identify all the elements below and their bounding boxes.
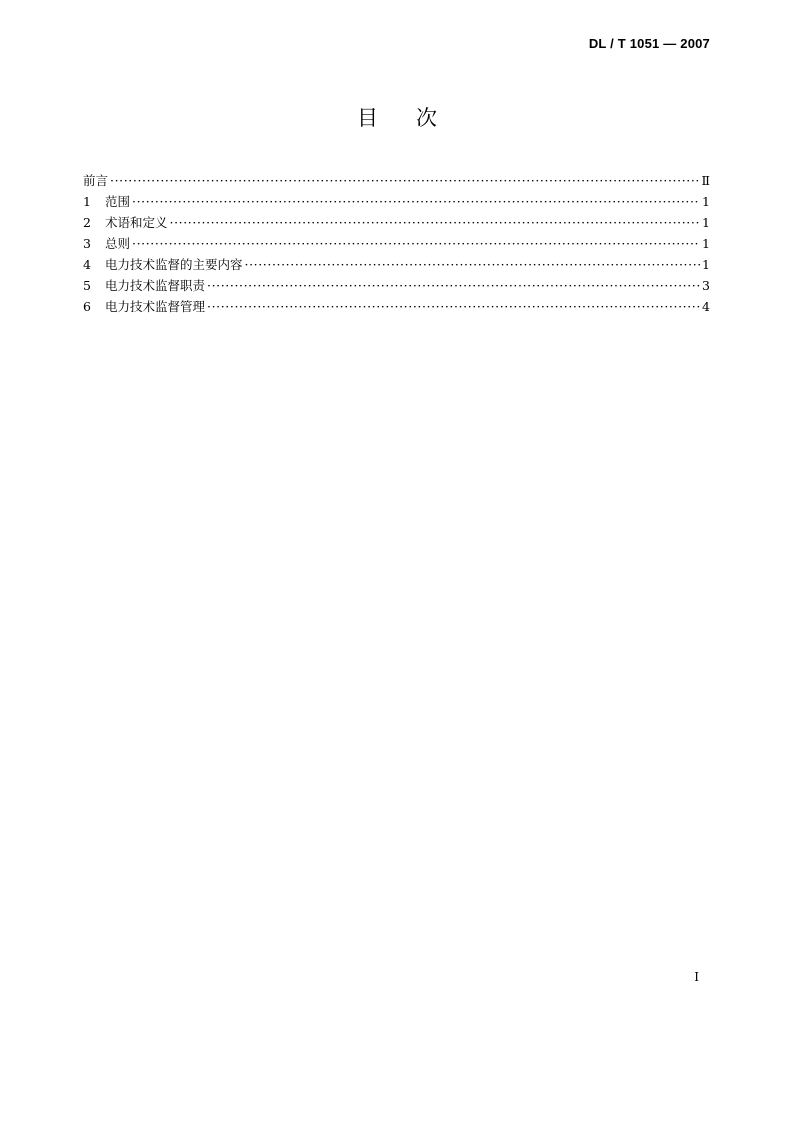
- toc-leader-dots: [170, 212, 701, 233]
- toc-entry-general[interactable]: [83, 233, 710, 254]
- toc-entry-label: 电力技术监督管理: [105, 299, 206, 314]
- toc-entry-label: 总则: [105, 236, 131, 251]
- toc-entry-foreword[interactable]: [83, 170, 710, 191]
- toc-entry-scope[interactable]: [83, 191, 710, 212]
- toc-leader-dots: [110, 170, 699, 191]
- toc-entry-page: 1: [702, 194, 710, 209]
- toc-leader-dots: [132, 233, 700, 254]
- table-of-contents: [83, 170, 710, 317]
- toc-entry-number: 2: [83, 215, 91, 230]
- toc-entry-label: 电力技术监督的主要内容: [105, 257, 243, 272]
- toc-entry-management[interactable]: [83, 296, 710, 317]
- toc-title: 目次: [357, 106, 475, 130]
- toc-entry-number: 4: [83, 257, 91, 272]
- toc-entry-number: 3: [83, 236, 91, 251]
- toc-leader-dots: [207, 296, 700, 317]
- toc-entry-terms[interactable]: [83, 212, 710, 233]
- toc-entry-number: 6: [83, 299, 91, 314]
- standard-code: DL / T 1051 — 2007: [588, 36, 710, 51]
- toc-entry-page: 1: [702, 257, 710, 272]
- toc-leader-dots: [132, 191, 700, 212]
- page-number: I: [694, 970, 699, 984]
- toc-entry-page: 1: [702, 236, 710, 251]
- toc-entry-label: 前言: [83, 173, 109, 188]
- toc-entry-label: 术语和定义: [105, 215, 168, 230]
- toc-entry-label: 电力技术监督职责: [105, 278, 206, 293]
- toc-entry-page: 3: [702, 278, 710, 293]
- toc-entry-number: 5: [83, 278, 91, 293]
- toc-entry-page: 4: [702, 299, 710, 314]
- toc-leader-dots: [245, 254, 701, 275]
- toc-entry-main-content[interactable]: [83, 254, 710, 275]
- toc-entry-page: 1: [702, 215, 710, 230]
- toc-entry-number: 1: [83, 194, 91, 209]
- toc-entry-responsibilities[interactable]: [83, 275, 710, 296]
- toc-entry-page: Ⅱ: [701, 173, 710, 188]
- toc-leader-dots: [207, 275, 700, 296]
- toc-entry-label: 范围: [105, 194, 131, 209]
